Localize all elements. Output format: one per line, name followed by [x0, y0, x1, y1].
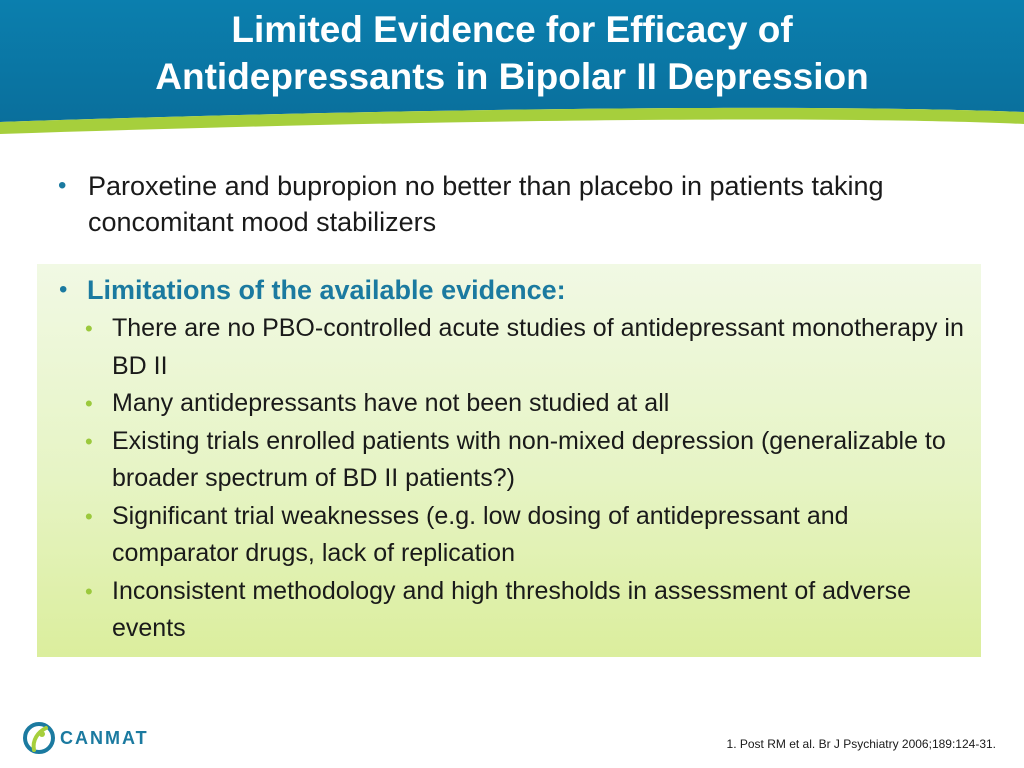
limitations-heading-text: Limitations of the available evidence: — [87, 275, 566, 305]
limitation-text: Existing trials enrolled patients with non-mixed depression (generalizable to broader spectrum of BD II patients?) — [112, 426, 946, 492]
bullet-dot: • — [58, 172, 67, 199]
limitations-list — [85, 310, 965, 648]
logo-text: CANMAT — [60, 728, 149, 748]
list-item — [85, 498, 965, 573]
list-item — [85, 310, 965, 385]
slide-header — [0, 0, 1024, 135]
canmat-emblem-icon — [22, 718, 56, 758]
main-bullet — [58, 168, 958, 240]
list-item — [85, 573, 965, 648]
limitations-panel — [37, 264, 981, 657]
canmat-logo — [22, 718, 222, 762]
title-line-1: Limited Evidence for Efficacy of — [231, 9, 793, 50]
sub-bullet-dot: • — [85, 428, 93, 454]
citation: 1. Post RM et al. Br J Psychiatry 2006;189:124-31. — [726, 737, 996, 751]
sub-bullet-dot: • — [85, 578, 93, 604]
sub-bullet-dot: • — [85, 503, 93, 529]
bullet-dot: • — [59, 276, 68, 303]
list-item — [85, 423, 965, 498]
sub-bullet-dot: • — [85, 316, 93, 341]
limitations-heading — [59, 272, 959, 308]
limitation-text: Inconsistent methodology and high thresholds in assessment of adverse events — [112, 576, 912, 642]
limitation-text: There are no PBO-controlled acute studies of antidepressant monotherapy in BD II — [112, 314, 964, 380]
sub-bullet-dot: • — [85, 391, 93, 416]
list-item — [85, 385, 965, 423]
slide-title — [0, 6, 1024, 100]
limitation-text: Significant trial weaknesses (e.g. low dosing of antidepressant and comparator drugs, lack of replication — [112, 501, 849, 567]
limitation-text: Many antidepressants have not been studied at all — [112, 389, 670, 417]
title-line-2: Antidepressants in Bipolar II Depression — [155, 56, 869, 97]
main-bullet-text: Paroxetine and bupropion no better than placebo in patients taking concomitant mood stabilizers — [88, 171, 884, 237]
